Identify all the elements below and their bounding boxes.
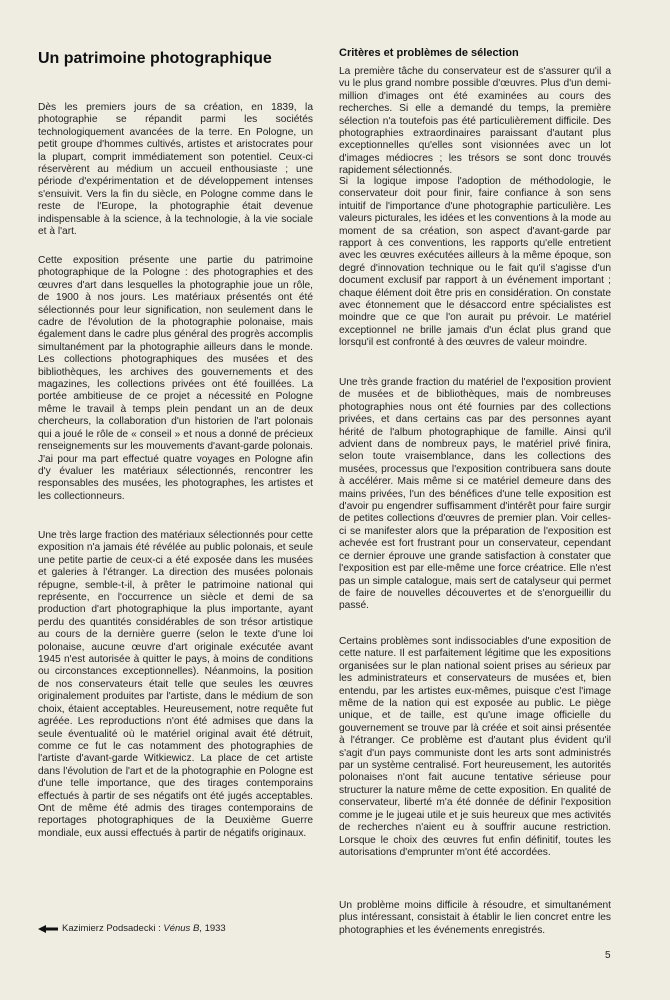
caption-author: Kazimierz Podsadecki : <box>62 923 164 934</box>
left-arrow-icon <box>38 925 58 933</box>
section-title-patrimoine: Un patrimoine photographique <box>38 50 272 67</box>
right-paragraph-4: Certains problèmes sont indissociables d'une exposition de cette nature. Il est parfaitement légitime que les expositions organisées sur le plan national soient prises au sérieux par les administrateurs et conservateurs de musées et, bien entendu, par les artistes eux-mêmes, puisque c'est l'image même de la nation qui est exposée au public. Le piège unique, et de taille, est qu'une image officielle du gouvernement se trouve par là créée et soit ainsi présentée à l'étranger. Ce problème est d'autant plus évident qu'il s'agit d'un pays communiste dont les arts sont administrés par un système centralisé. Fort heureusement, les autorités polonaises n'ont fait aucune tentative sérieuse pour structurer la nature même de cette exposition. En qualité de conservateur, liberté m'a été donnée de définir l'exposition comme je le jugeai utile et je suis heureux que mes activités de recherches n'aient eu à souffrir aucune restriction. Lorsque le choix des œuvres fut enfin définitif, toutes les autorisations d'emprunter m'ont été accordées. <box>339 636 611 858</box>
right-paragraph-3: Une très grande fraction du matériel de l'exposition provient de musées et de bibliothèques, mais de nombreuses photographies nous ont été fournies par des collections privées, et dans certains cas par des personnes ayant hérité de l'album photographique de famille. Ainsi qu'il advient dans de nombreux pays, le matériel privé finira, selon toute vraisemblance, dans les collections des musées, processus que l'exposition contribuera sans doute à accélérer. Mais même si ce matériel demeure dans des mains privées, l'un des bénéfices d'une telle exposition est d'avoir pu engendrer suffisamment d'intérêt pour faire surgir de petites collections d'œuvres de premier plan. Voir celles-ci se manifester alors que la préparation de l'exposition est achevée est fort frustrant pour un conservateur, cependant ce dernier éprouve une grande satisfaction à constater que l'exposition est par elle-même une force créatrice. Elle n'est pas un simple catalogue, mais sert de catalyseur qui permet de faire de nouvelles découvertes et de s'enorgueillir du passé. <box>339 377 611 612</box>
caption-work-title: Vénus B <box>163 923 200 934</box>
caption-year: , 1933 <box>199 923 226 934</box>
right-paragraph-5: Un problème moins difficile à résoudre, et simultanément plus intéressant, consistait à établir le lien concret entre les photographies et les événements enregistrés. <box>339 900 611 936</box>
right-paragraph-2: Si la logique impose l'adoption de méthodologie, le conservateur doit pour finir, faire confiance à son sens intuitif de l'importance d'une photographie particulière. Les valeurs picturales, les idées et les conventions à la mode au moment de sa création, son aspect d'avant-garde par rapport à ces conventions, les rapports qu'elle entretient avec les œuvres exécutées ailleurs à la même époque, son degré d'innovation technique ou le fait qu'il s'agisse d'un document exclusif par rapport à un événement important ; chaque élément doit être pris en considération. On constate avec étonnement que le désaccord entre spécialistes est moindre que ce que l'on aurait pu prévoir. Le matériel exceptionnel ne brille jamais d'un éclat plus grand que lorsqu'il est confronté à des œuvres de valeur moindre. <box>339 176 611 349</box>
left-paragraph-2: Cette exposition présente une partie du patrimoine photographique de la Pologne : des photographies et des œuvres d'art dans lesquelles la photographie joue un rôle, de 1900 à nos jours. Les matériaux présentés ont été sélectionnés pour leur signification, non seulement dans le cadre de l'évolution de la photographie polonaise, mais également dans le cadre plus général des progrès accomplis simultanément par la photographie ailleurs dans le monde. Les collections photographiques des musées et des bibliothèques, les archives des gouvernements et des magazines, les collections privées ont été fouillées. La portée ambitieuse de ce projet a nécessité en Pologne même le travail à temps plein pendant un an de deux chercheurs, la collaboration d'un historien de l'art polonais qui a joué le rôle de « conseil » et nous a donné de précieux renseignements sur les mouvements d'avant-garde polonais. J'ai pour ma part effectué quatre voyages en Pologne afin d'y évaluer les matériaux sélectionnés, rencontrer les responsables des musées, les photographes, les artistes et les collectionneurs. <box>38 255 313 502</box>
left-paragraph-1: Dès les premiers jours de sa création, en 1839, la photographie se répandit parmi les sociétés technologiquement avancées de la terre. En Pologne, un petit groupe d'hommes cultivés, artistes et aristocrates pour la plupart, comprit immédiatement son potentiel. Ceux-ci réservèrent au médium un accueil enthousiaste ; une période d'expérimentation et de développement intenses s'ensuivit. Vers la fin du siècle, en Pologne comme dans le reste de l'Europe, la photographie était devenue indispensable à la science, à la technologie, à la vie sociale et à l'art. <box>38 102 313 238</box>
page-number: 5 <box>605 950 611 961</box>
section-title-criteres: Critères et problèmes de sélection <box>339 47 519 59</box>
image-caption <box>38 923 226 934</box>
left-paragraph-3: Une très large fraction des matériaux sélectionnés pour cette exposition n'a jamais été révélée au public polonais, et seule une petite partie de ceux-ci a été exposée dans les musées et galeries à l'étranger. La direction des musées polonais répugne, semble-t-il, à prêter le patrimoine national qui représente, en l'occurrence un siècle et demi de sa production d'art photographique la plus importante, ayant perdu des quantités considérables de son trésor artistique au cours de la dernière guerre (selon le texte d'une loi polonaise, aucune œuvre d'art originale exécutée avant 1945 n'est autorisée à quitter le pays, à moins de conditions ou circonstances exceptionnelles). Néanmoins, la position de nos conservateurs était telle que seules les œuvres originalement produites par l'artiste, dans le médium de son choix, étaient acceptables. Heureusement, notre requête fut agréée. Les reproductions n'ont été admises que dans la seule éventualité où le matériel original avait été détruit, comme ce fut le cas notamment des photographies de l'artiste d'avant-garde Witkiewicz. La place de cet artiste dans l'évolution de l'art et de la photographie en Pologne est d'une telle importance, que des tirages contemporains effectués à partir de ses négatifs ont été jugés acceptables. Ont de même été admis des tirages contemporains de reportages photographiques de la Deuxième Guerre mondiale, eux aussi effectués à partir de négatifs originaux. <box>38 530 313 839</box>
right-paragraph-1: La première tâche du conservateur est de s'assurer qu'il a vu le plus grand nombre possible d'œuvres. Plus d'un demi-million d'images ont été examinées au cours des recherches. Si elle a demandé du temps, la première sélection n'a toutefois pas été particulièrement difficile. Des photographies extraordinaires paraissant d'autant plus exceptionnelles qu'elles sont visionnées avec un lot d'images médiocres ; les trésors se sont donc trouvés rapidement sélectionnés. <box>339 66 611 177</box>
